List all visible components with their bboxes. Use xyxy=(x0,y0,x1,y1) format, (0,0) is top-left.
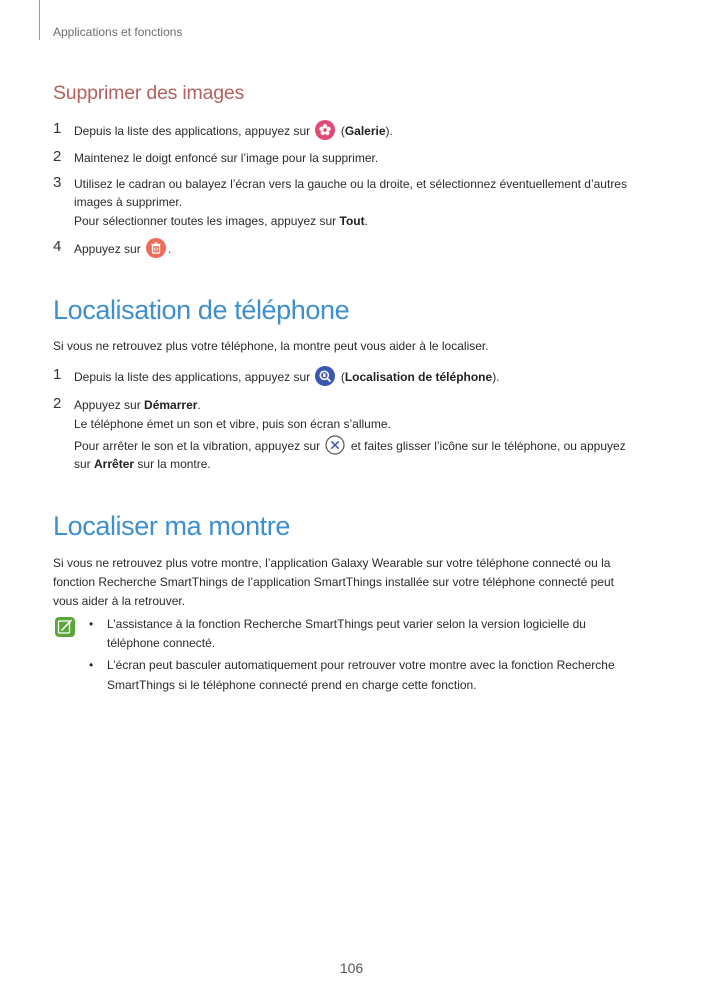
header-rule xyxy=(39,0,40,40)
gallery-flower-icon xyxy=(315,120,335,140)
close-x-icon xyxy=(325,435,345,455)
step-text: Depuis la liste des applications, appuyez sur (Galerie). xyxy=(74,120,393,141)
note-1-line-2: téléphone connecté. xyxy=(107,636,216,650)
step-text: Appuyez sur . xyxy=(74,238,171,259)
step-text: Appuyez sur Démarrer. xyxy=(74,398,201,412)
note-2-line-1: L’écran peut basculer automatiquement pour retrouver votre montre avec la fonction Recherche xyxy=(107,658,615,672)
step-text: Depuis la liste des applications, appuyez sur (Localisation de téléphone). xyxy=(74,366,500,387)
step-text-line-4: sur Arrêter sur la montre. xyxy=(74,457,211,471)
step-number: 1 xyxy=(53,120,62,137)
note-2-line-2: SmartThings si le téléphone connecté prend en charge cette fonction. xyxy=(107,678,477,692)
step-text-line-3: Pour sélectionner toutes les images, appuyez sur Tout. xyxy=(74,214,368,228)
step-text-line-2: images à supprimer. xyxy=(74,195,183,209)
find-watch-para-line-1: Si vous ne retrouvez plus votre montre, l’application Galaxy Wearable sur votre téléphone connecté ou la xyxy=(53,556,611,570)
step-text-line-2: Le téléphone émet un son et vibre, puis son écran s’allume. xyxy=(74,417,391,431)
bullet-1: • xyxy=(89,617,94,631)
step-number: 1 xyxy=(53,366,62,383)
find-watch-para-line-2: fonction Recherche SmartThings de l’application SmartThings installée sur votre téléphone connecté peut xyxy=(53,575,614,589)
find-phone-intro: Si vous ne retrouvez plus votre téléphone, la montre peut vous aider à le localiser. xyxy=(53,339,489,353)
step-text: Maintenez le doigt enfoncé sur l’image pour la supprimer. xyxy=(74,151,379,165)
note-1-line-1: L’assistance à la fonction Recherche SmartThings peut varier selon la version logicielle du xyxy=(107,617,586,631)
find-phone-icon xyxy=(315,366,335,386)
trash-icon xyxy=(146,238,166,258)
find-watch-para-line-3: vous aider à la retrouver. xyxy=(53,594,186,608)
step-number: 4 xyxy=(53,238,62,255)
step-number: 2 xyxy=(53,148,62,165)
section-title-find-phone: Localisation de téléphone xyxy=(53,295,350,325)
page-number: 106 xyxy=(339,960,364,976)
step-text-line-1: Utilisez le cadran ou balayez l’écran vers la gauche ou la droite, et sélectionnez éventuellement d’autres xyxy=(74,177,627,191)
section-title-delete-images: Supprimer des images xyxy=(53,82,245,104)
bullet-2: • xyxy=(89,658,94,672)
section-title-find-watch: Localiser ma montre xyxy=(53,511,290,541)
step-number: 3 xyxy=(53,174,62,191)
step-text-line-3: Pour arrêter le son et la vibration, appuyez sur et faites glisser l’icône sur le téléphone, ou appuyez xyxy=(74,435,626,456)
step-number: 2 xyxy=(53,395,62,412)
note-pencil-icon xyxy=(54,616,76,638)
section-header: Applications et fonctions xyxy=(53,25,183,39)
